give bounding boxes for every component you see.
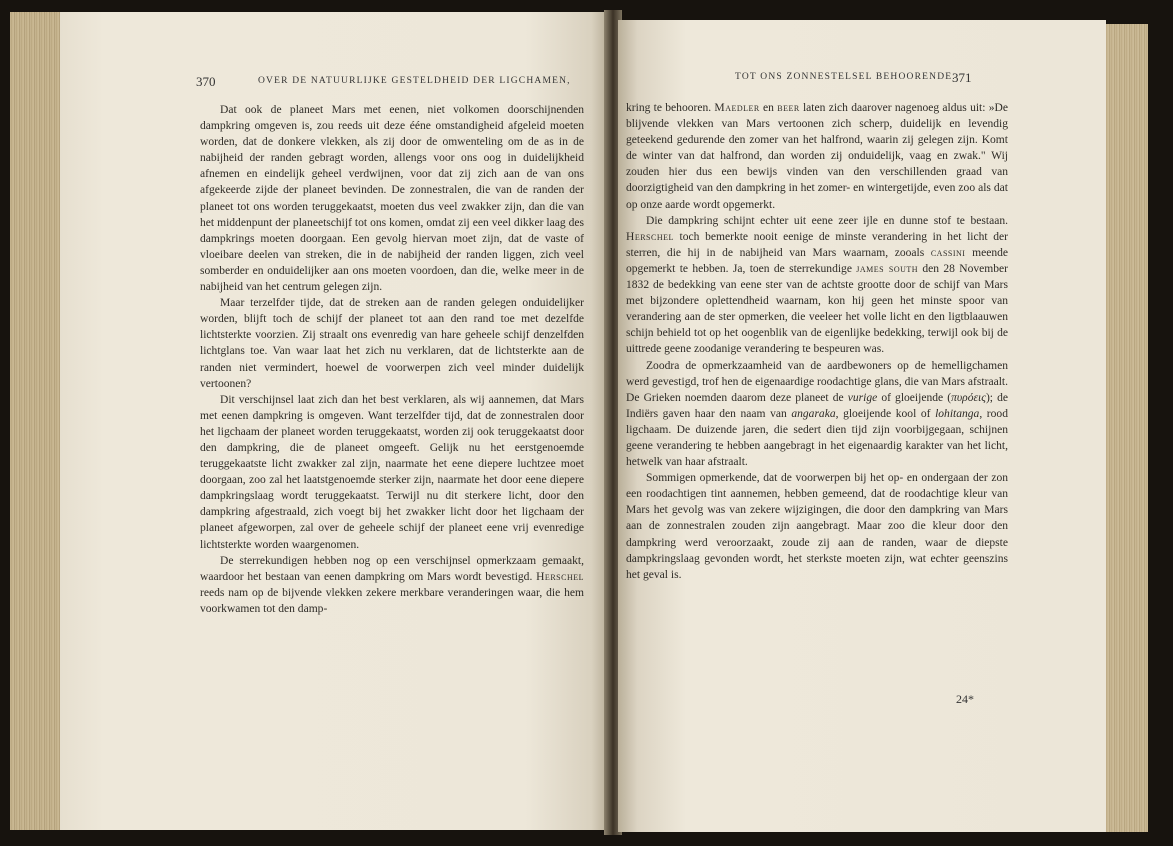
right-paragraph-3: Zoodra de opmerkzaamheid van de aardbewoners op de hemelligchamen werd gevestigd, trof hen de eigenaardige roodachtige glans, die van Mars afstraalt. De Grieken noemden daarom deze planeet de vurige of gloeijende (πυρόεις); de Indiërs gaven haar den naam van angaraka, gloeijende kool of lohitanga, rood ligchaam. De duizende jaren, die sedert dien tijd zijn voorbijgegaan, schijnen geene verandering te hebben aangebragt in het eigenaardig karakter van het licht, hetwelk van haar afstraalt.	[626, 359, 1008, 469]
right-paragraph-2: Die dampkring schijnt echter uit eene zeer ijle en dunne stof te bestaan. Herschel toch bemerkte nooit eenige de minste verandering in het licht der sterren, die hij in de nabijheid van Mars waarnam, zooals cassini meende opgemerkt te hebben. Ja, toen de sterrekundige james south den 28 November 1832 de bedekking van eene ster van de achtste grootte door de schijf van Mars met bijzondere oplettendheid waarnam, kon hij geen het minste spoor van verandering aan de ster opmerken, die veeleer het volle licht en den ligtblaauwen schijn behield tot op het oogenblik van de eigenlijke bedekking, terwijl ook bij de uittrede geene zoodanige verandering te bespeuren was.	[626, 214, 1009, 356]
right-page-number: 371	[952, 70, 972, 85]
right-paragraph-1: kring te behooren. Maedler en beer laten zich daarover nagenoeg aldus uit: »De blijvende vlekken van Mars vertoonen zich scherp, duidelijk en levendig geteekend gedurende den zomer van het halfrond, waarin zij gelegen zijn. Komt de winter van dat halfrond, dan worden zij onduidelijk, vaag en zwak." Wij zouden hier dus een bewijs vinden van den verschillenden graad van doorzigtigheid van den dampkring in het zomer- en wintergetijde, even zoo als dat op onze aarde wordt opgemerkt.	[626, 102, 1009, 211]
left-text-column	[200, 102, 584, 617]
right-paragraph-4: Sommigen opmerkende, dat de voorwerpen bij het op- en ondergaan der zon een roodachtigen tint aannemen, hebben gemeend, dat de roodachtige kleur van Mars het gevolg was van zekere wijzigingen, die door den dampkring van Mars aan de zonnestralen zouden zijn aangebragt. Maar zoo die kleur door den dampkring werd veroorzaakt, zoude zij aan de randen, waar de diepste dampkringslaag gevonden wordt, het sterkste moeten zijn, wat echter geenszins het geval is.	[626, 472, 1008, 581]
signature-mark: 24*	[956, 692, 974, 706]
left-page-number: 370	[196, 74, 216, 89]
right-running-head: TOT ONS ZONNESTELSEL BEHOORENDE.	[735, 72, 956, 82]
right-page	[618, 20, 1106, 832]
left-paragraph-2: Maar terzelfder tijde, dat de streken aan de randen gelegen onduidelijker worden, blijft toch de schijf der planeet tot aan den rand toe met dezelfde lichtsterkte voorzien. Zij straalt ons evenredig van hare geheele schijf denzelfden lichtglans toe. Van waar laat het zich nu verklaren, dat de lichtsterkte aan de randen niet vermindert, hoewel de voorwerpen zich veel minder duidelijk vertoonen?	[200, 297, 584, 390]
left-paragraph-4: De sterrekundigen hebben nog op een verschijnsel opmerkzaam gemaakt, waardoor het bestaan van eenen dampkring om Mars wordt bevestigd. Herschel reeds nam op de bijvende vlekken zekere merkbare veranderingen waar, die hem voorkwamen tot den damp-	[200, 554, 584, 615]
left-page	[60, 12, 608, 830]
left-paragraph-1: Dat ook de planeet Mars met eenen, niet volkomen doorschijnenden dampkring omgeven is, zou reeds uit deze ééne omstandigheid afgeleid moeten worden, dat de donkere vlekken, als zij door de omwenteling om de as in de nabijheid der randen gebragt worden, allengs voor ons oog in duidelijkheid afnemen en eindelijk geheel verdwijnen, voor dat zij zich aan de van ons afgekeerde zijde der planeet bevinden. De zonnestralen, die van de randen der planeet tot ons worden teruggekaatst, moeten dus veel zwakker zijn, dan die van het middenpunt der planeetschijf tot ons komen, omdat zij een veel dikker laag des dampkrings moeten doorgaan. Een gevolg hiervan moet zijn, dat de vaste of vloeibare deelen van streken, die in de nabijheid der randen liggen, zich veel somberder en onduidelijker aan ons moeten voordoen, dan die, welke meer in de nabijheid van het centrum gelegen zijn.	[200, 104, 584, 294]
page-edges-right	[1100, 24, 1148, 832]
page-edges-left	[10, 12, 62, 830]
name-herschel: Herschel	[536, 570, 584, 583]
left-paragraph-3: Dit verschijnsel laat zich dan het best verklaren, als wij aannemen, dat Mars met eenen dampkring is omgeven. Want terzelfder tijd, dat de zonnestralen door het ligchaam der planeet worden teruggekaatst, worden zij ook teruggekaatst door den dampkring, die de planeet omgeeft. Gelijk nu het eerstgenoemde teruggekaatste licht zwakker zal zijn, naarmate het eene diepere luchtzee moet doorgaan, zoo zal het laatstgenoemde sterker zijn, naarmate het door eene diepere dampkringslaag wordt teruggekaatst. Terwijl nu dit sterkere licht, door den dampkring afgestraald, zich voegt bij het zwakker licht door het ligchaam der planeet afgeworpen, zal over de geheele schijf der planeet eene vrij evenredige lichtsterkte worden waargenomen.	[200, 393, 584, 551]
right-text-column	[626, 100, 1008, 583]
left-running-head: OVER DE NATUURLIJKE GESTELDHEID DER LIGCHAMEN,	[258, 76, 571, 86]
